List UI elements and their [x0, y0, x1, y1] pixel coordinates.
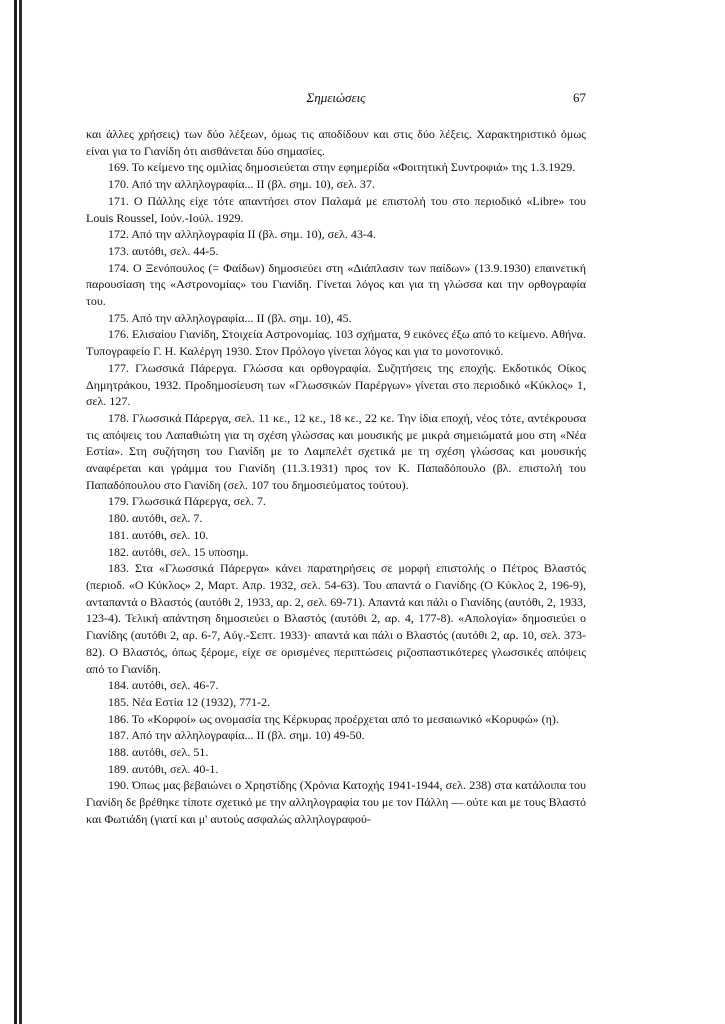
note-177: 177. Γλωσσικά Πάρεργα. Γλώσσα και ορθογραφία. Συζητήσεις της εποχής. Εκδοτικός Οίκος Δημητράκου, 1932. Προδημοσίευση των «Γλωσσικών Παρέργων» γίνεται στο περιοδικό «Κύκλος» 1, σελ. 127.	[86, 360, 586, 409]
note-181: 181. αυτόθι, σελ. 10.	[108, 527, 209, 542]
note-189: 189. αυτόθι, σελ. 40-1.	[108, 761, 219, 776]
note-174: 174. Ο Ξενόπουλος (= Φαίδων) δημοσιεύει στη «Διάπλασιν των παίδων» (13.9.1930) επαινετική παρουσίαση της «Αστρονομίας» του Γιανίδη. Γίνεται λόγος και για τη γλώσσα και την ορθογραφία του.	[86, 260, 586, 309]
note-187: 187. Από την αλληλογραφία... II (βλ. σημ. 10) 49-50.	[108, 728, 365, 743]
note-186: 186. Το «Κορφοί» ως ονομασία της Κέρκυρας προέρχεται από το μεσαιωνικό «Κορυφώ» (η).	[108, 711, 559, 726]
page-header	[86, 88, 586, 108]
note-179: 179. Γλωσσικά Πάρεργα, σελ. 7.	[108, 494, 266, 509]
running-head: Σημειώσεις	[306, 90, 366, 105]
page-number: 67	[573, 90, 586, 105]
note-185: 185. Νέα Εστία 12 (1932), 771-2.	[108, 694, 271, 709]
note-182: 182. αυτόθι, σελ. 15 υποσημ.	[108, 544, 249, 559]
note-184: 184. αυτόθι, σελ. 46-7.	[108, 678, 219, 693]
note-180: 180. αυτόθι, σελ. 7.	[108, 511, 203, 526]
note-170: 170. Από την αλληλογραφία... II (βλ. σημ. 10), σελ. 37.	[108, 177, 375, 192]
note-178: 178. Γλωσσικά Πάρεργα, σελ. 11 κε., 12 κε., 18 κε., 22 κε. Την ίδια εποχή, νέος τότε, αντέκρουσα τις απόψεις του Λαπαθιώτη για τη σχέση γλώσσας και μουσικής με μικρά σημειώματά μου στη «Νέα Εστία». Στη συζήτηση του Γιανίδη με το Λαμπελέτ σχετικά με τη σχέση γλώσσας και μουσικής αναφέρεται και γράμμα του Γιανίδη (11.3.1931) προς τον Κ. Παπαδόπουλο (βλ. επιστολή του Παπαδόπουλου στο Γιανίδη (σελ. 107 του δημοσιεύματος τούτου).	[86, 410, 586, 492]
note-173: 173. αυτόθι, σελ. 44-5.	[108, 243, 219, 258]
note-176: 176. Ελισαίου Γιανίδη, Στοιχεία Αστρονομίας. 103 σχήματα, 9 εικόνες έξω από το κείμενο. Αθήνα. Τυπογραφείο Γ. Η. Καλέργη 1930. Στον Πρόλογο γίνεται λόγος και για το μονοτονικό.	[86, 327, 586, 359]
note-171: 171. Ο Πάλλης είχε τότε απαντήσει στον Παλαμά με επιστολή του στο περιοδικό «Libre» του Louis Roussel, Ιούν.-Ιούλ. 1929.	[86, 193, 586, 225]
note-183: 183. Στα «Γλωσσικά Πάρεργα» κάνει παρατηρήσεις σε μορφή επιστολής ο Πέτρος Βλαστός (περιοδ. «Ο Κύκλος» 2, Μαρτ. Απρ. 1932, σελ. 54-63). Του απαντά ο Γιανίδης (Ο Κύκλος 2, 196-9), ανταπαντά ο Βλαστός (αυτόθι 2, 1933, αρ. 2, σελ. 69-71). Απαντά και πάλι ο Γιανίδης (αυτόθι, 2, 1933, 123-4). Τελική απάντηση δημοσιεύει ο Βλαστός (αυτόθι 2, αρ. 4, 177-8). «Απολογία» δημοσιεύει ο Γιανίδης (αυτόθι 2, αρ. 6-7, Αύγ.-Σεπτ. 1933)· απαντά και πάλι ο Βλαστός (αυτόθι 2, αρ. 10, σελ. 373-82). Ο Βλαστός, όπως ξέρομε, είχε σε ορισμένες περιπτώσεις ριζοσπαστικότερες γλωσσικές απόψεις από το Γιανίδη.	[86, 561, 586, 676]
note-188: 188. αυτόθι, σελ. 51.	[108, 745, 209, 760]
note-190: 190. Όπως μας βεβαιώνει ο Χρηστίδης (Χρόνια Κατοχής 1941-1944, σελ. 238) στα κατάλοιπα του Γιανίδη δε βρέθηκε τίποτε σχετικό με την αλληλογραφία του με τον Πάλλη — ούτε και με τους Βλαστό και Φωτιάδη (γιατί και μ' αυτούς ασφαλώς αλληλογραφού-	[86, 778, 587, 826]
book-spine-edge	[14, 0, 22, 1024]
note-175: 175. Από την αλληλογραφία... II (βλ. σημ. 10), 45.	[108, 310, 352, 325]
note-169: 169. Το κείμενο της ομιλίας δημοσιεύεται στην εφημερίδα «Φοιτητική Συντροφιά» της 1.3.1929.	[108, 160, 576, 175]
note-172: 172. Από την αλληλογραφία II (βλ. σημ. 10), σελ. 43-4.	[108, 227, 376, 242]
note-continuation: και άλλες χρήσεις) των δύο λέξεων, όμως τις αποδίδουν και στις δύο λέξεις. Χαρακτηριστικό όμως είναι για το Γιανίδη ότι αισθάνεται δύο σημασίες.	[86, 127, 586, 158]
notes-body	[86, 126, 586, 828]
